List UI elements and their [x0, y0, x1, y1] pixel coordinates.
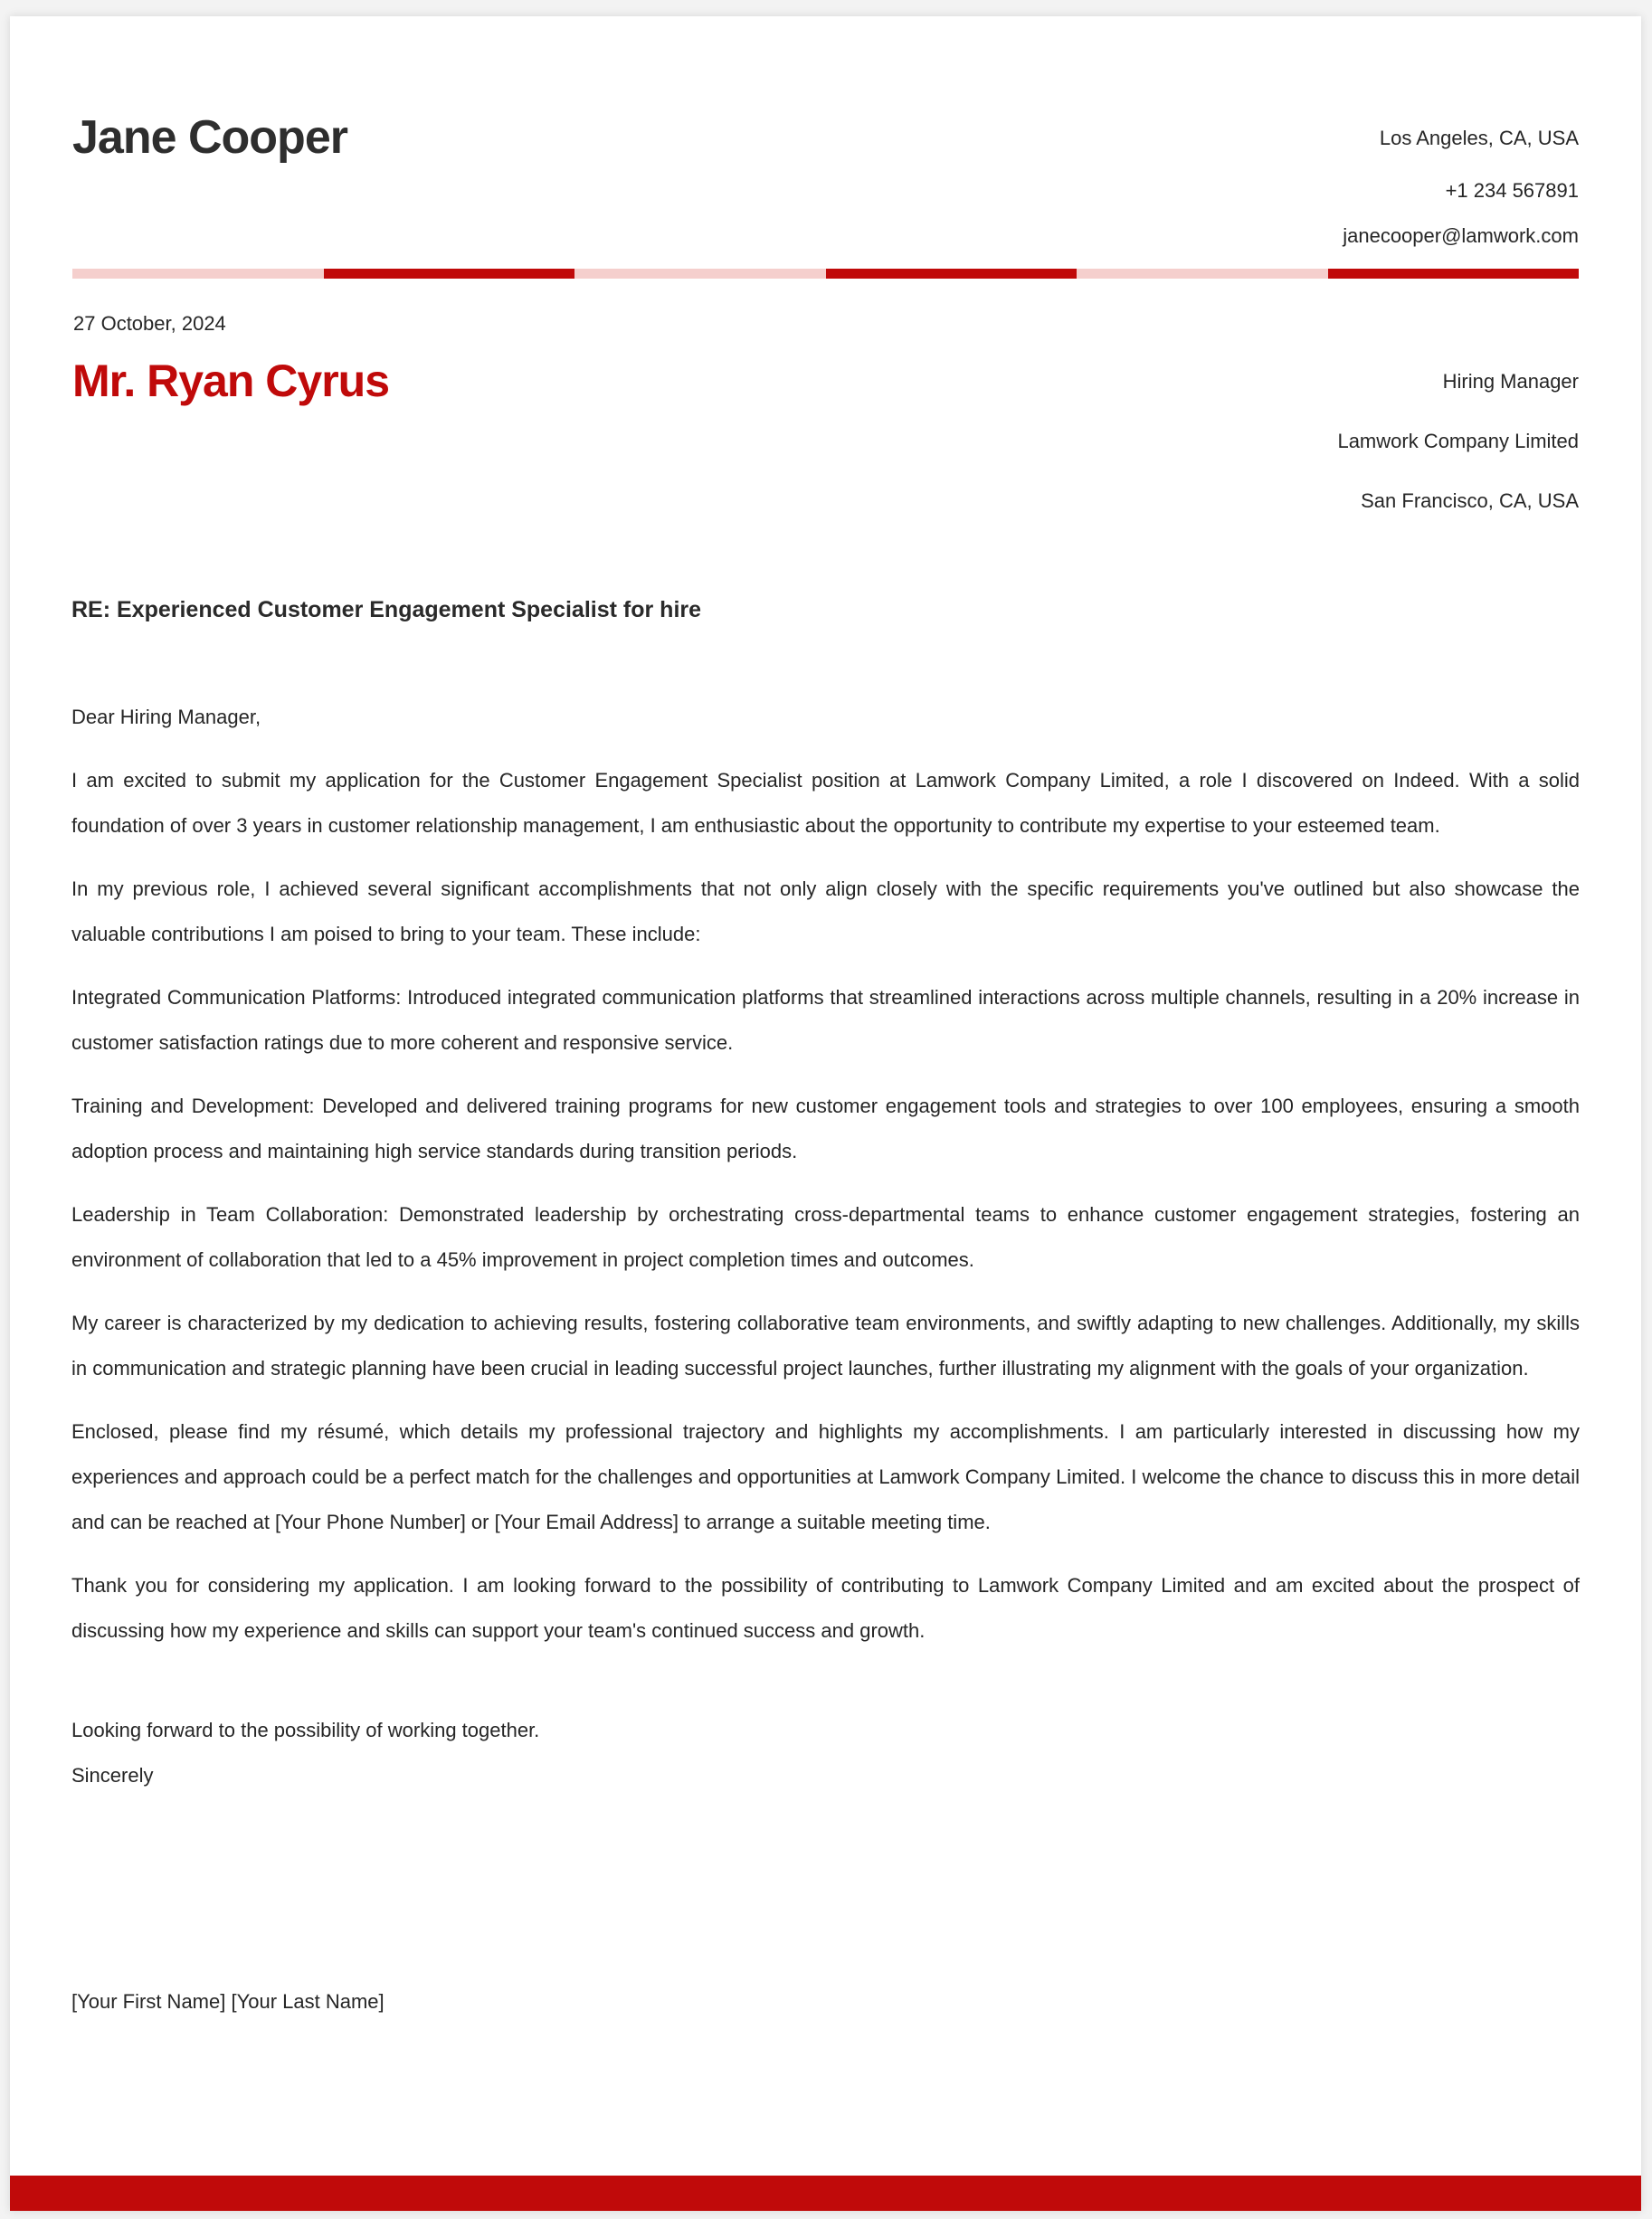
- recipient-company: Lamwork Company Limited: [1337, 430, 1579, 452]
- body-paragraph: In my previous role, I achieved several significant accomplishments that not only align closely with the specific requirements you've outlined but also showcase the valuable contributions I am poised to bring to your team. These include:: [71, 877, 1580, 945]
- body-paragraph: Training and Development: Developed and delivered training programs for new customer engagement tools and strategies to over 100 employees, ensuring a smooth adoption process and maintaining high service standards during transition periods.: [71, 1095, 1580, 1162]
- body-paragraph: Integrated Communication Platforms: Introduced integrated communication platforms that streamlined interactions across multiple channels, resulting in a 20% increase in customer satisfaction ratings due to more coherent and responsive service.: [71, 986, 1580, 1054]
- stripe-segment: [574, 269, 826, 279]
- body-paragraph: Leadership in Team Collaboration: Demonstrated leadership by orchestrating cross-departmental teams to enhance customer engagement strategies, fostering an environment of collaboration that led to a 45% improvement in project completion times and outcomes.: [71, 1203, 1580, 1271]
- recipient-title: Hiring Manager: [1442, 370, 1579, 393]
- footer-bar: [10, 2176, 1641, 2211]
- signature-name: [Your First Name] [Your Last Name]: [71, 1990, 385, 2013]
- letter-closing: [71, 1708, 539, 1798]
- body-paragraph: My career is characterized by my dedication to achieving results, fostering collaborative team environments, and swiftly adapting to new challenges. Additionally, my skills in communication and strategic planning have been crucial in leading successful project launches, further illustrating my alignment with the goals of your organization.: [71, 1312, 1580, 1380]
- sender-phone: +1 234 567891: [1445, 179, 1579, 202]
- sender-email: janecooper@lamwork.com: [1343, 224, 1579, 247]
- closing-line: Looking forward to the possibility of working together.: [71, 1719, 540, 1741]
- recipient-details: [1337, 366, 1579, 531]
- sender-location: Los Angeles, CA, USA: [1379, 127, 1579, 149]
- closing-signoff: Sincerely: [71, 1764, 154, 1787]
- letter-page: [10, 16, 1641, 2211]
- letter-greeting: Dear Hiring Manager,: [71, 706, 261, 728]
- letter-date: 27 October, 2024: [73, 312, 226, 335]
- letter-subject: RE: Experienced Customer Engagement Specialist for hire: [71, 597, 702, 622]
- stripe-segment: [1328, 269, 1580, 279]
- stripe-segment: [826, 269, 1078, 279]
- body-paragraph: Enclosed, please find my résumé, which details my professional trajectory and highlights my accomplishments. I am particularly interested in discussing how my experiences and approach could be a perfect match for the challenges and opportunities at Lamwork Company Limited. I welcome the chance to discuss this in more detail and can be reached at [Your Phone Number] or [Your Email Address] to arrange a suitable meeting time.: [71, 1420, 1580, 1533]
- recipient-name: Mr. Ryan Cyrus: [72, 356, 390, 406]
- body-paragraph: Thank you for considering my application. I am looking forward to the possibility of contributing to Lamwork Company Limited and am excited about the prospect of discussing how my experience and skills can support your team's continued success and growth.: [71, 1574, 1580, 1642]
- sender-contact: [1343, 123, 1579, 259]
- stripe-segment: [324, 269, 575, 279]
- letter-body: [71, 695, 1580, 1672]
- body-paragraph: I am excited to submit my application for the Customer Engagement Specialist position at Lamwork Company Limited, a role I discovered on Indeed. With a solid foundation of over 3 years in customer relationship management, I am enthusiastic about the opportunity to contribute my expertise to your esteemed team.: [71, 769, 1580, 837]
- recipient-location: San Francisco, CA, USA: [1361, 489, 1579, 512]
- header-divider-stripe: [72, 269, 1579, 279]
- sender-name: Jane Cooper: [72, 111, 347, 164]
- stripe-segment: [72, 269, 324, 279]
- stripe-segment: [1077, 269, 1328, 279]
